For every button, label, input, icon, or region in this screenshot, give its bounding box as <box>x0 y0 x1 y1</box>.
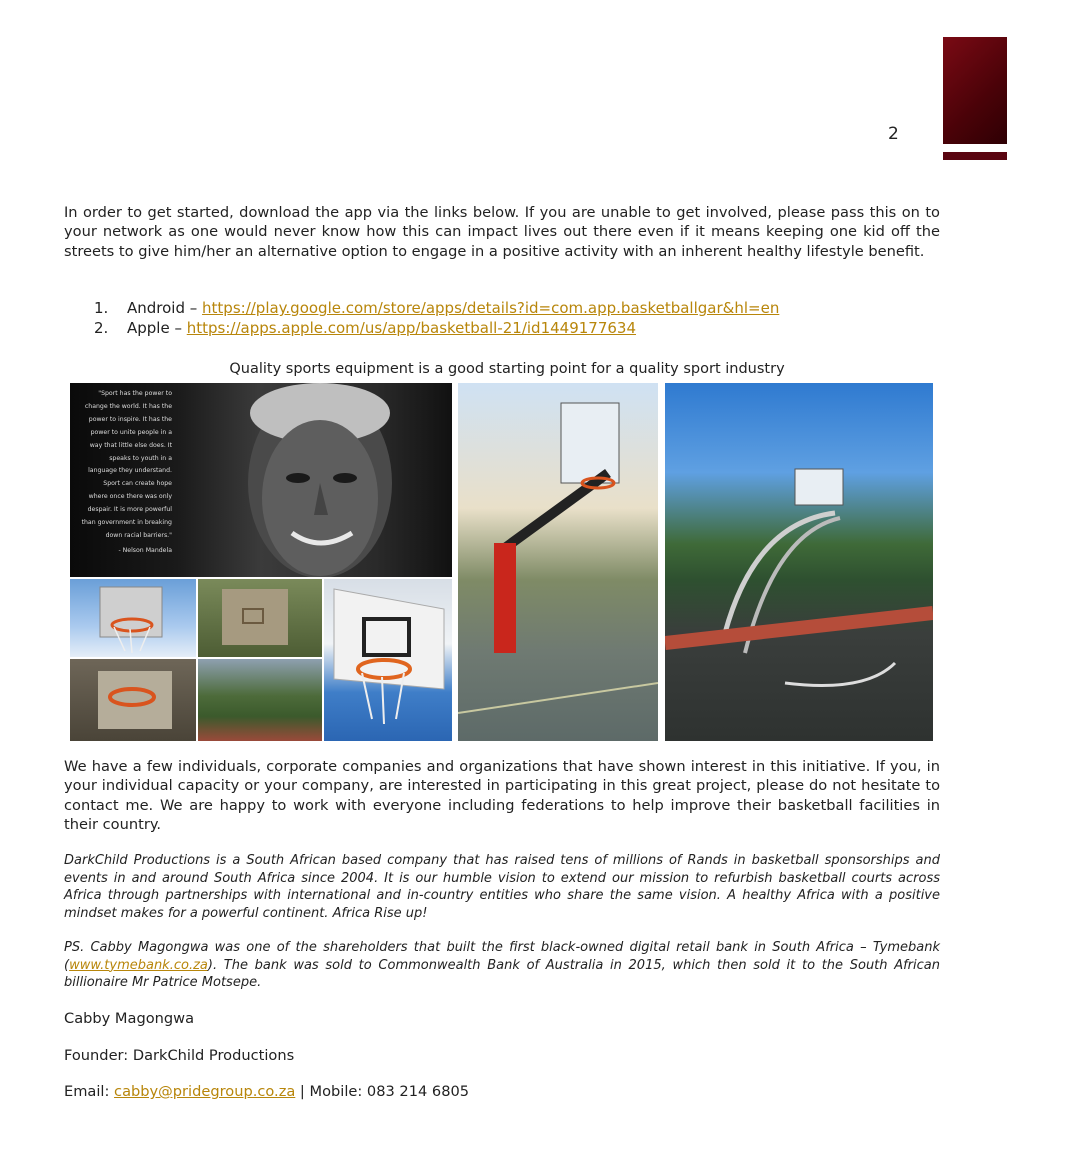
broken-net-photo <box>324 579 452 741</box>
quote-author: - Nelson Mandela <box>118 546 172 554</box>
download-links-list <box>94 298 779 338</box>
tymebank-link[interactable]: www.tymebank.co.za <box>69 957 208 973</box>
mandela-quote-image <box>70 383 452 577</box>
list-number: 1. <box>94 299 109 317</box>
hoop-sky-photo <box>70 579 196 657</box>
header-red-bar <box>943 152 1007 160</box>
page-number: 2 <box>888 124 899 144</box>
header-red-block <box>943 37 1007 144</box>
list-item-android <box>94 298 779 318</box>
link-label: Apple – <box>127 319 187 337</box>
android-link[interactable]: https://play.google.com/store/apps/details?id=com.app.basketballgar&hl=en <box>202 299 780 317</box>
company-paragraph: DarkChild Productions is a South African based company that has raised tens of millions of Rands in basketball sponsorships and events in and around South Africa since 2004. It is our humble vision to extend our mission to refurbish basketball courts across Africa through partnerships with international and in-country entities who share the same vision. A healthy Africa with a positive mindset makes for a powerful continent. Africa Rise up! <box>64 853 940 921</box>
old-backboard-photo <box>198 579 322 657</box>
list-item-apple <box>94 318 779 338</box>
list-number: 2. <box>94 319 109 337</box>
contact-line: Email: cabby@pridegroup.co.za | Mobile: 083 214 6805 <box>64 1083 470 1100</box>
signature-name: Cabby Magongwa <box>64 1010 195 1027</box>
ps-paragraph: PS. Cabby Magongwa was one of the shareholders that built the first black-owned digital retail bank in South Africa – Tymebank (www.tymebank.co.za). The bank was sold to Commonwealth Bank of Australia in 2015, which then sold it to the South African billionaire Mr Patrice Motsepe. <box>64 940 940 991</box>
quote-text: "Sport has the power to change the world. It has the power to inspire. It has the power to unite people in a way that little else does. It speaks to youth in a language they understand. Sport can create hope where once there was only despair. It is more powerful than government in breaking down racial barriers." - Nelson Mandela <box>72 388 172 558</box>
court-aerial-photo <box>198 659 322 741</box>
hoop-underside-photo <box>70 659 196 741</box>
email-link[interactable]: cabby@pridegroup.co.za <box>114 1083 296 1100</box>
red-pole-hoop-photo <box>458 383 658 741</box>
apple-link[interactable]: https://apps.apple.com/us/app/basketball-21/id1449177634 <box>186 319 637 337</box>
link-label: Android – <box>127 299 203 317</box>
signature-title: Founder: DarkChild Productions <box>64 1047 295 1064</box>
interest-paragraph: We have a few individuals, corporate companies and organizations that have shown interest in this initiative. If you, in your individual capacity or your company, are interested in participating in this great project, please do not hesitate to contact me. We are happy to work with everyone including federations to help improve their basketball facilities in their country. <box>64 758 940 834</box>
photo-collage <box>70 383 933 741</box>
photo-caption: Quality sports equipment is a good starting point for a quality sport industry <box>229 361 785 377</box>
arch-hoop-court-photo <box>665 383 933 741</box>
intro-paragraph: In order to get started, download the app via the links below. If you are unable to get involved, please pass this on to your network as one would never know how this can impact lives out there even if it means keeping one kid off the streets to give him/her an alternative option to engage in a positive activity with an inherent healthy lifestyle benefit. <box>64 204 940 260</box>
